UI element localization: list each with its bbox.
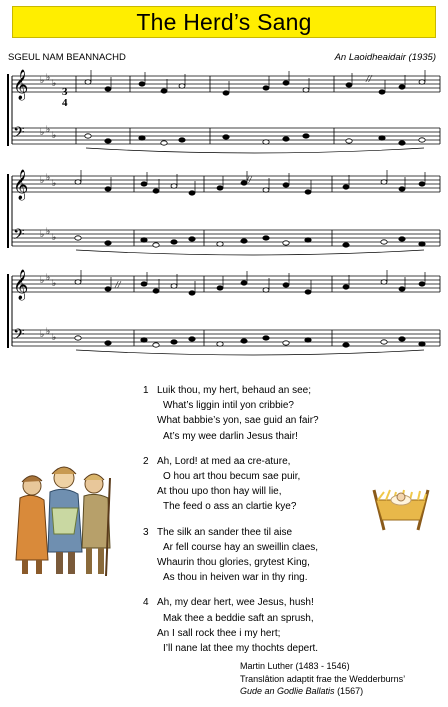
verse-line: As thou in heiven war in thy ring. bbox=[163, 572, 308, 584]
bass-note-head bbox=[381, 340, 387, 344]
bass-note-head bbox=[161, 141, 167, 145]
note-head bbox=[189, 191, 195, 195]
verse-line: The feed o ass an clartie kye? bbox=[163, 501, 297, 513]
note-head bbox=[263, 288, 269, 292]
bass-note-head bbox=[381, 240, 387, 244]
flat-icon: ♭ bbox=[52, 279, 57, 289]
note-head bbox=[223, 91, 229, 95]
note-head bbox=[263, 188, 269, 192]
bass-note-head bbox=[75, 336, 81, 340]
verse-number: 1 bbox=[143, 385, 149, 396]
bass-note-head bbox=[85, 134, 91, 138]
note-head bbox=[75, 280, 81, 284]
bass-note-head bbox=[153, 343, 159, 347]
note-head bbox=[105, 187, 111, 191]
note-head bbox=[399, 85, 405, 89]
note-head bbox=[343, 185, 349, 189]
flat-icon: ♭ bbox=[40, 176, 45, 186]
note-head bbox=[141, 182, 147, 186]
note-head bbox=[381, 280, 387, 284]
note-head bbox=[153, 289, 159, 293]
bass-note-head bbox=[105, 241, 111, 245]
verse-line: O hou art thou becum sae puir, bbox=[163, 471, 301, 483]
bass-note-head bbox=[305, 238, 311, 242]
note-head bbox=[189, 291, 195, 295]
bass-note-head bbox=[303, 134, 309, 138]
verse-number: 4 bbox=[143, 597, 149, 609]
bass-note-head bbox=[305, 338, 311, 342]
source-book bbox=[240, 685, 405, 698]
bass-note-head bbox=[241, 239, 247, 243]
bass-note-head bbox=[399, 141, 405, 145]
note-head bbox=[105, 287, 111, 291]
bass-note-head bbox=[419, 242, 425, 246]
flat-icon: ♭ bbox=[46, 73, 51, 83]
verse-line: Ar fell course hay an sweillin claes, bbox=[163, 541, 319, 553]
flat-icon: ♭ bbox=[52, 179, 57, 189]
note-head bbox=[419, 282, 425, 286]
breath-mark-3: // bbox=[115, 280, 121, 291]
verse-number: 3 bbox=[143, 526, 149, 538]
bass-note-head bbox=[263, 236, 269, 240]
verse-number: 2 bbox=[143, 455, 149, 467]
note-head bbox=[85, 80, 91, 84]
bass-note-head bbox=[283, 137, 289, 141]
verse-4 bbox=[143, 595, 393, 656]
note-head bbox=[75, 180, 81, 184]
time-signature-top: 3 bbox=[62, 86, 68, 98]
flat-icon: ♭ bbox=[40, 276, 45, 286]
bass-clef-icon: 𝄢 bbox=[13, 326, 25, 347]
tie-curve bbox=[76, 350, 424, 355]
bass-note-head bbox=[263, 140, 269, 144]
bass-note-head bbox=[346, 139, 352, 143]
bass-note-head bbox=[419, 138, 425, 142]
bass-note-head bbox=[343, 243, 349, 247]
bass-note-head bbox=[105, 139, 111, 143]
bass-note-head bbox=[105, 341, 111, 345]
note-head bbox=[171, 184, 177, 188]
note-head bbox=[343, 285, 349, 289]
flat-icon: ♭ bbox=[46, 227, 51, 237]
bass-note-head bbox=[399, 237, 405, 241]
flat-icon: ♭ bbox=[40, 76, 45, 86]
title-banner bbox=[12, 6, 436, 38]
bass-note-head bbox=[189, 337, 195, 341]
score-staves bbox=[8, 69, 440, 348]
flat-icon: ♭ bbox=[52, 131, 57, 141]
flat-icon: ♭ bbox=[40, 230, 45, 240]
flat-icon: ♭ bbox=[46, 273, 51, 283]
verse-line: At thou upo thon hay will lie, bbox=[157, 486, 282, 498]
note-head bbox=[179, 84, 185, 88]
score-notes bbox=[75, 70, 425, 355]
note-head bbox=[379, 90, 385, 94]
note-head bbox=[419, 80, 425, 84]
bass-note-head bbox=[153, 243, 159, 247]
verse-3 bbox=[143, 525, 393, 586]
translation-note: Translâtion adaptit frae the Wedderburns’ bbox=[240, 673, 406, 684]
verse-line: Luik thou, my hert, behaud an see; bbox=[157, 385, 311, 396]
note-head bbox=[381, 180, 387, 184]
bass-note-head bbox=[171, 340, 177, 344]
bass-note-head bbox=[283, 241, 289, 245]
note-head bbox=[141, 282, 147, 286]
verse-line: An I sall rock thee i my hert; bbox=[157, 627, 281, 639]
page-title: The Herd’s Sang bbox=[136, 8, 312, 35]
verse-1 bbox=[143, 383, 393, 444]
note-head bbox=[171, 284, 177, 288]
bass-clef-icon: 𝄢 bbox=[13, 124, 25, 145]
note-head bbox=[399, 287, 405, 291]
breath-mark-1: // bbox=[366, 74, 372, 85]
tie-curve bbox=[76, 250, 424, 255]
verse-line: Mak thee a beddie saft an sprush, bbox=[163, 612, 314, 624]
note-head bbox=[305, 290, 311, 294]
bass-note-head bbox=[241, 339, 247, 343]
source-attribution: An Laoidheaidair (1935) bbox=[334, 52, 436, 63]
flat-icon: ♭ bbox=[52, 233, 57, 243]
bass-note-head bbox=[189, 237, 195, 241]
source-title: Gude an Godlie Ballatis bbox=[240, 686, 335, 696]
note-head bbox=[346, 83, 352, 87]
note-head bbox=[241, 281, 247, 285]
verse-line: At’s my wee darlin Jesus thair! bbox=[163, 430, 298, 442]
bass-note-head bbox=[263, 336, 269, 340]
manger-icon bbox=[370, 486, 432, 532]
flat-icon: ♭ bbox=[46, 125, 51, 135]
credit-block bbox=[240, 660, 405, 698]
treble-clef-icon: 𝄞 bbox=[13, 70, 29, 100]
bass-note-head bbox=[379, 136, 385, 140]
time-signature-bottom: 4 bbox=[62, 97, 68, 109]
flat-icon: ♭ bbox=[40, 330, 45, 340]
bass-note-head bbox=[343, 343, 349, 347]
bass-note-head bbox=[223, 135, 229, 139]
note-head bbox=[283, 81, 289, 85]
verse-line: Ah, my dear hert, wee Jesus, hush! bbox=[157, 597, 314, 609]
shepherds-illustration bbox=[8, 448, 116, 580]
verse-line: What babbie’s yon, sae guid an fair? bbox=[157, 415, 319, 427]
flat-icon: ♭ bbox=[52, 79, 57, 89]
note-head bbox=[105, 87, 111, 91]
flat-icon: ♭ bbox=[46, 327, 51, 337]
note-head bbox=[153, 189, 159, 193]
verse-line: Ah, Lord! at med aa cre-ature, bbox=[157, 455, 291, 467]
source-year: (1567) bbox=[334, 686, 364, 696]
bass-note-head bbox=[179, 138, 185, 142]
note-head bbox=[139, 82, 145, 86]
author: Martin Luther (1483 - 1546) bbox=[240, 661, 350, 671]
bass-note-head bbox=[75, 236, 81, 240]
verse-2 bbox=[143, 454, 393, 515]
verse-line: The silk an sander thee til aise bbox=[157, 526, 293, 538]
bass-note-head bbox=[139, 136, 145, 140]
bass-note-head bbox=[419, 342, 425, 346]
bass-note-head bbox=[217, 242, 223, 246]
bass-note-head bbox=[399, 337, 405, 341]
bass-note-head bbox=[171, 240, 177, 244]
note-head bbox=[283, 183, 289, 187]
verse-line: What’s liggin intil yon cribbie? bbox=[163, 400, 294, 412]
treble-clef-icon: 𝄞 bbox=[13, 170, 29, 200]
note-head bbox=[283, 283, 289, 287]
music-score bbox=[4, 64, 444, 364]
verse-line: I’ll nane lat thee my thochts depert. bbox=[163, 643, 319, 655]
bass-note-head bbox=[141, 238, 147, 242]
flat-icon: ♭ bbox=[46, 173, 51, 183]
tie-curve bbox=[86, 148, 424, 153]
note-head bbox=[217, 286, 223, 290]
bass-note-head bbox=[283, 341, 289, 345]
flat-icon: ♭ bbox=[40, 128, 45, 138]
note-head bbox=[217, 186, 223, 190]
note-head bbox=[399, 187, 405, 191]
flat-icon: ♭ bbox=[52, 333, 57, 343]
note-head bbox=[161, 89, 167, 93]
verse-line: Whaurin thou glories, grytest King, bbox=[157, 557, 310, 569]
note-head bbox=[305, 190, 311, 194]
note-head bbox=[303, 88, 309, 92]
bass-note-head bbox=[217, 342, 223, 346]
bass-note-head bbox=[141, 338, 147, 342]
bass-clef-icon: 𝄢 bbox=[13, 226, 25, 247]
treble-clef-icon: 𝄞 bbox=[13, 270, 29, 300]
breath-mark-2: // bbox=[246, 175, 252, 186]
verses bbox=[143, 383, 393, 666]
tune-name: SGEUL NAM BEANNACHD bbox=[8, 52, 126, 63]
note-head bbox=[263, 86, 269, 90]
note-head bbox=[419, 182, 425, 186]
